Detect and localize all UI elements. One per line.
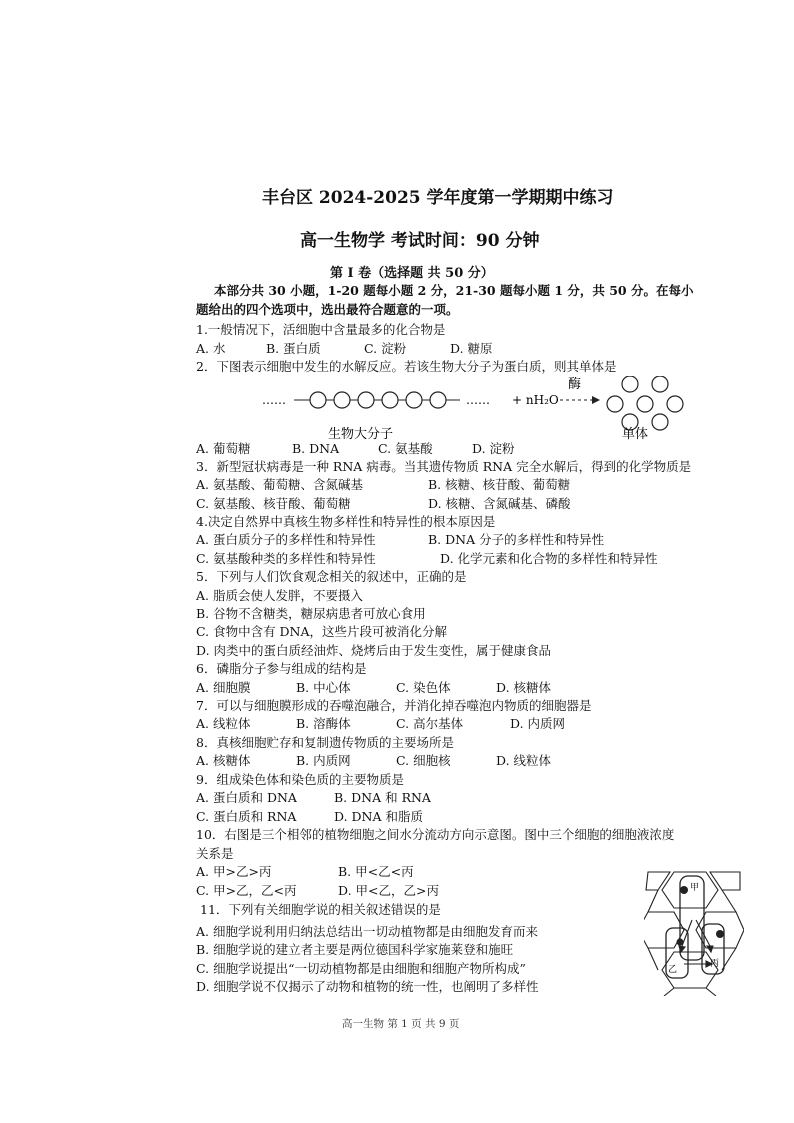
question-11-option-b: B. 细胞学说的建立者主要是两位德国科学家施莱登和施旺 [196,942,514,957]
question-8-stem: 8．真核细胞贮存和复制遗传物质的主要场所是 [196,735,454,750]
option-d: D. 淀粉 [472,441,515,456]
instructions-line-2: 题给出的四个选项中，选出最符合题意的一项。 [196,302,459,317]
exam-subtitle: 高一生物学 考试时间：90 分钟 [300,231,540,251]
monomer-group [607,376,683,430]
option-b: B. 溶酶体 [296,716,351,731]
water-term: + nH₂O [512,393,559,407]
nucleus-bing [716,930,724,938]
option-d: D. 内质网 [510,716,566,731]
question-7-stem: 7．可以与细胞膜形成的吞噬泡融合，并消化掉吞噬泡内物质的细胞器是 [196,698,592,713]
option-b: B. 蛋白质 [266,341,321,356]
monomer-circle [430,392,446,408]
option-d: D. 核糖体 [496,680,552,695]
cell-label-bing: 丙 [710,959,720,969]
exam-title: 丰台区 2024-2025 学年度第一学期期中练习 [262,188,614,208]
hydrolysis-diagram [250,376,710,444]
question-9-stem: 9．组成染色体和染色质的主要物质是 [196,772,404,787]
option-c: C. 甲>乙，乙<丙 [196,883,297,898]
question-5-option-d: D. 肉类中的蛋白质经油炸、烧烤后由于发生变性，属于健康食品 [196,643,552,658]
option-d: D. 糖原 [450,341,493,356]
option-c: C. 淀粉 [364,341,407,356]
question-10-stem-line2: 关系是 [196,846,234,861]
question-5-option-b: B. 谷物不含糖类，糖尿病患者可放心食用 [196,606,426,621]
option-a: A. 甲>乙>丙 [196,864,272,879]
arrow-head-icon [592,396,600,404]
section-heading: 第 I 卷（选择题 共 50 分） [330,266,494,281]
option-c: C. 高尔基体 [396,716,464,731]
cell-label-yi: 乙 [668,965,678,975]
cell-label-jia: 甲 [690,883,700,893]
question-6-stem: 6．磷脂分子参与组成的结构是 [196,661,367,676]
diagram-dots-right: …… [466,393,490,407]
arrow-icon [707,946,713,952]
option-d: D. 甲<乙，乙>丙 [338,883,439,898]
option-c: C. 染色体 [396,680,451,695]
option-b: B. 内质网 [296,753,351,768]
monomer-circle [310,392,326,408]
option-a: A. 蛋白质和 DNA [196,790,297,805]
option-c: C. 细胞核 [396,753,451,768]
question-5-option-a: A. 脂质会使人发胖，不要摄入 [196,588,363,603]
option-a: A. 细胞膜 [196,680,251,695]
question-11-stem: 11．下列有关细胞学说的相关叙述错误的是 [200,902,441,917]
question-4-stem: 4.决定自然界中真核生物多样性和特异性的根本原因是 [196,514,496,529]
question-11-option-a: A. 细胞学说利用归纳法总结出一切动植物都是由细胞发育而来 [196,924,538,939]
question-11-option-c: C. 细胞学说提出“一切动植物都是由细胞和细胞产物所构成” [196,961,526,976]
option-b: B. 核糖、核苷酸、葡萄糖 [428,477,571,492]
monomer-circle [334,392,350,408]
free-monomer [652,414,668,430]
option-c: C. 氨基酸 [378,441,433,456]
question-1-stem: 1.一般情况下，活细胞中含量最多的化合物是 [196,322,446,337]
monomer-circle [382,392,398,408]
question-11-option-d: D. 细胞学说不仅揭示了动物和植物的统一性，也阐明了多样性 [196,979,539,994]
monomer-circle [406,392,422,408]
monomer-circle [358,392,374,408]
free-monomer [622,376,638,392]
free-monomer [652,376,668,392]
nucleus-jia [680,886,688,894]
free-monomer [607,396,623,412]
enzyme-label: 酶 [568,377,582,392]
option-d: D. 化学元素和化合物的多样性和特异性 [440,551,658,566]
option-b: B. 中心体 [296,680,351,695]
option-c: C. 氨基酸、核苷酸、葡萄糖 [196,496,351,511]
instructions-line-1: 本部分共 30 小题，1-20 题每小题 2 分，21-30 题每小题 1 分，共 50 分。在每小 [214,283,694,298]
macromolecule-label: 生物大分子 [328,427,394,442]
question-5-option-c: C. 食物中含有 DNA，这些片段可被消化分解 [196,624,448,639]
option-b: B. DNA 和 RNA [334,790,431,805]
page-footer: 高一生物 第 1 页 共 9 页 [342,1018,460,1030]
option-b: B. DNA [292,441,340,456]
question-2-stem: 2．下图表示细胞中发生的水解反应。若该生物大分子为蛋白质，则其单体是 [196,359,617,374]
question-5-stem: 5．下列与人们饮食观念相关的叙述中，正确的是 [196,569,467,584]
option-c: C. 氨基酸种类的多样性和特异性 [196,551,376,566]
option-a: A. 蛋白质分子的多样性和特异性 [196,532,376,547]
option-a: A. 水 [196,341,226,356]
option-d: D. DNA 和脂质 [334,809,423,824]
option-a: A. 核糖体 [196,753,251,768]
option-c: C. 蛋白质和 RNA [196,809,297,824]
free-monomer [667,396,683,412]
free-monomer [637,396,653,412]
option-d: D. 核糖、含氮碱基、磷酸 [428,496,571,511]
question-10-stem-line1: 10．右图是三个相邻的植物细胞之间水分流动方向示意图。图中三个细胞的细胞液浓度 [196,827,675,842]
option-b: B. DNA 分子的多样性和特异性 [428,532,605,547]
option-a: A. 氨基酸、葡萄糖、含氮碱基 [196,477,363,492]
option-b: B. 甲<乙<丙 [338,864,414,879]
option-a: A. 葡萄糖 [196,441,251,456]
monomer-label: 单体 [622,427,649,442]
option-d: D. 线粒体 [496,753,552,768]
plant-cells-diagram [644,868,744,996]
question-3-stem: 3．新型冠状病毒是一种 RNA 病毒。当其遗传物质 RNA 完全水解后，得到的化学物质是 [196,459,692,474]
option-a: A. 线粒体 [196,716,251,731]
diagram-dots-left: …… [262,393,286,407]
